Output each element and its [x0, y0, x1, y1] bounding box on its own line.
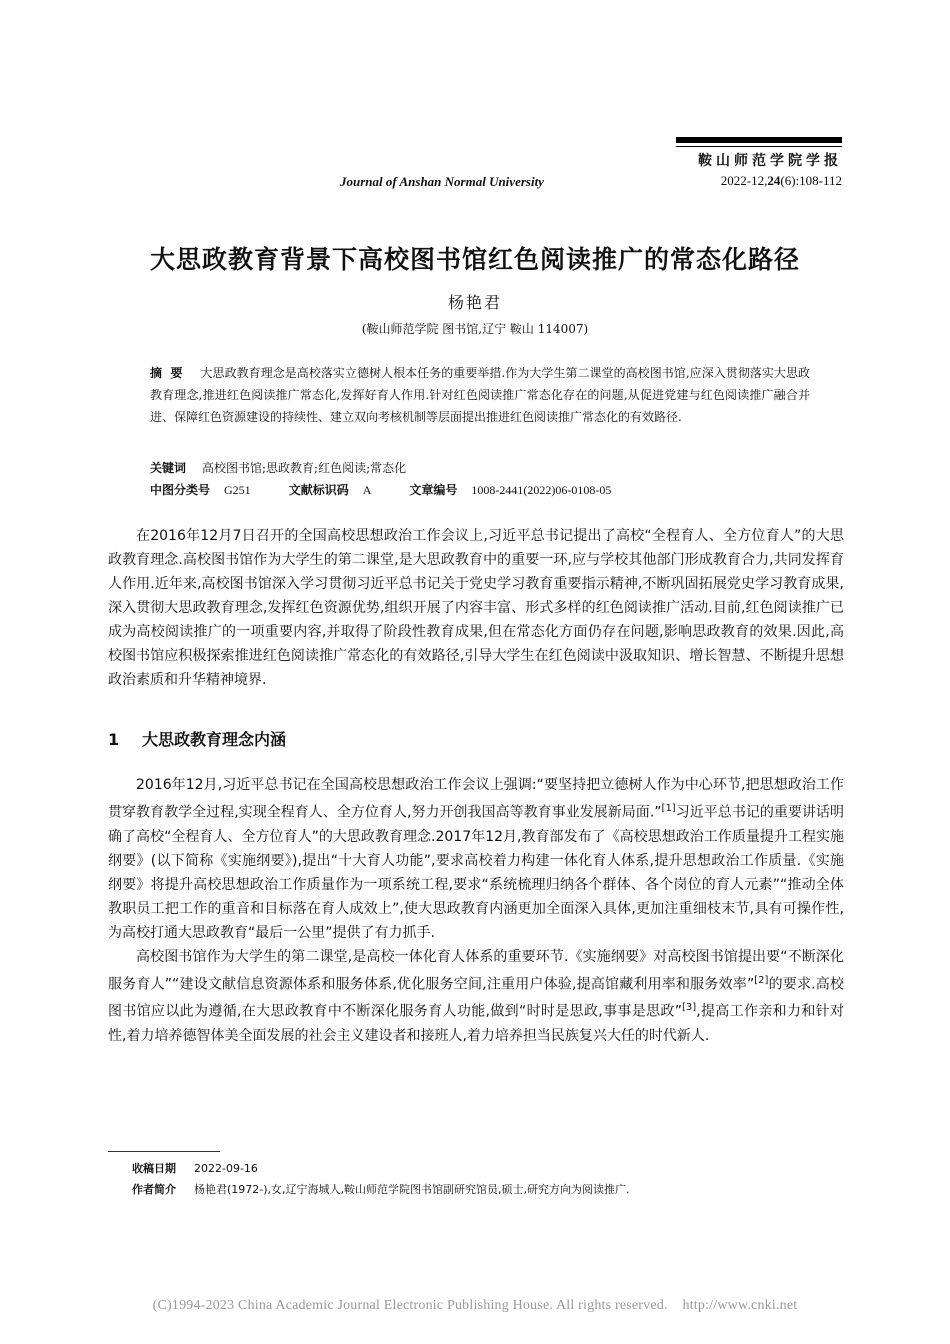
section-1-paragraph-2 — [108, 945, 844, 1048]
keywords-label: 关键词 — [150, 461, 187, 475]
clc-value: G251 — [224, 483, 251, 497]
citation-2: [2] — [754, 974, 769, 986]
keywords-text: 高校图书馆;思政教育;红色阅读;常态化 — [202, 461, 407, 475]
keywords — [150, 459, 406, 476]
intro-section — [108, 524, 844, 692]
footnote-received — [132, 1160, 258, 1176]
article-no-label: 文章编号 — [409, 483, 458, 497]
copyright-line: (C)1994-2023 China Academic Journal Electronic Publishing House. All rights reserved. http://www.cnki.net — [152, 1298, 798, 1313]
clc-label: 中图分类号 — [150, 483, 211, 497]
paragraph-1-part-a: 2016年12月,习近平总书记在全国高校思想政治工作会议上强调:“要坚持把立德树人作为中心环节,把思想政治工作贯穿教育教学全过程,实现全程育人、全方位育人,努力开创我国高等教育事业发展新局面.” — [108, 777, 844, 821]
doc-code-value: A — [362, 483, 372, 497]
paragraph-2-part-b: 的要求.高校图书馆应以此为遵循,在大思政教育中不断深化服务育人功能,做到“时时是思政,事事是思政” — [108, 976, 845, 1020]
citation-3: [3] — [682, 1002, 697, 1014]
abstract-text: 大思政教育理念是高校落实立德树人根本任务的重要举措.作为大学生第二课堂的高校图书馆,应深入贯彻落实大思政教育理念,推进红色阅读推广常态化,发挥好育人作用.针对红色阅读推广常态化存在的问题,从促进党建与红色阅读推广融合并进、保障红色资源建设的持续性、建立双向考核机制等层面提出推进红色阅读推广常态化的有效路径. — [150, 366, 811, 424]
article-no-value: 1008-2441(2022)06-0108-05 — [471, 483, 612, 497]
journal-issue — [721, 173, 842, 189]
received-date: 2022-09-16 — [194, 1162, 258, 1175]
section-1-paragraph-1 — [108, 773, 844, 945]
intro-paragraph: 在2016年12月7日召开的全国高校思想政治工作会议上,习近平总书记提出了高校“全程育人、全方位育人”的大思政教育理念.高校图书馆作为大学生的第二课堂,是大思政教育中的重要一环,应与学校其他部门形成教育合力,共同发挥育人作用.近年来,高校图书馆深入学习贯彻习近平总书记关于党史学习教育重要指示精神,不断巩固拓展党史学习教育成果,深入贯彻大思政教育理念,发挥红色资源优势,组织开展了内容丰富、形式多样的红色阅读推广活动.目前,红色阅读推广已成为高校阅读推广的一项重要内容,并取得了阶段性教育成果,但在常态化方面仍存在问题,影响思政教育的效果.因此,高校图书馆应积极探索推进红色阅读推广常态化的有效路径,引导大学生在红色阅读中汲取知识、增长智慧、不断提升思想政治素质和升华精神境界. — [108, 528, 844, 688]
abstract-label: 摘 要 — [150, 366, 183, 380]
paragraph-2-part-a: 高校图书馆作为大学生的第二课堂,是高校一体化育人体系的重要环节.《实施纲要》对高校图书馆提出要“不断深化服务育人”“建设文献信息资源体系和服务体系,优化服务空间,注重用户体验,提高馆藏利用率和服务效率” — [108, 948, 844, 993]
section-1-body — [108, 773, 844, 1048]
citation-1: [1] — [661, 803, 676, 814]
section-1-number: 1 — [108, 730, 120, 749]
paragraph-1-part-b: 习近平总书记的重要讲话明确了高校“全程育人、全方位育人”的大思政教育理念.2017年12月,教育部发布了《高校思想政治工作质量提升工程实施纲要》(以下简称《实施纲要》),提出“十大育人功能”,要求高校着力构建一体化育人体系,提升思想政治工作质量.《实施纲要》将提升高校思想政治工作质量作为一项系统工程,要求“系统梳理归纳各个群体、各个岗位的育人元素”“推动全体教职员工把工作的重音和目标落在育人成效上”,使大思政教育内涵更加全面深入具体,更加注重细枝末节,具有可操作性,为高校打通大思政教育“最后一公里”提供了有力抓手. — [108, 804, 844, 941]
journal-name-en: Journal of Anshan Normal University — [340, 174, 544, 189]
header-rule-thick — [676, 137, 842, 143]
journal-name-cn: 鞍山师范学院学报 — [698, 153, 842, 169]
abstract — [150, 362, 810, 428]
received-label: 收稿日期 — [132, 1162, 176, 1175]
issue-pages: (6):108-112 — [780, 173, 842, 188]
bio-text: 杨艳君(1972-),女,辽宁海城人,鞍山师范学院图书馆副研究馆员,硕士,研究方向为阅读推广. — [194, 1183, 630, 1196]
article-title: 大思政教育背景下高校图书馆红色阅读推广的常态化路径 — [149, 245, 800, 274]
issue-volume: 24 — [767, 173, 781, 188]
issue-date: 2022-12, — [720, 173, 768, 188]
section-1-heading — [108, 727, 286, 750]
author-name: 杨艳君 — [447, 293, 502, 312]
header-rule-thin — [676, 146, 842, 147]
footnote-bio — [132, 1181, 630, 1197]
paragraph-2-part-c: ,提高工作亲和力和针对性,着力培养德智体美全面发展的社会主义建设者和接班人,着力培养担当民族复兴大任的时代新人. — [108, 1003, 845, 1044]
classification-line — [150, 481, 611, 498]
footnote-rule — [108, 1151, 220, 1152]
doc-code-label: 文献标识码 — [288, 483, 349, 497]
author-affiliation: (鞍山师范学院 图书馆,辽宁 鞍山 114007) — [361, 322, 589, 336]
bio-label: 作者简介 — [132, 1183, 176, 1196]
section-1-title: 大思政教育理念内涵 — [142, 730, 287, 749]
